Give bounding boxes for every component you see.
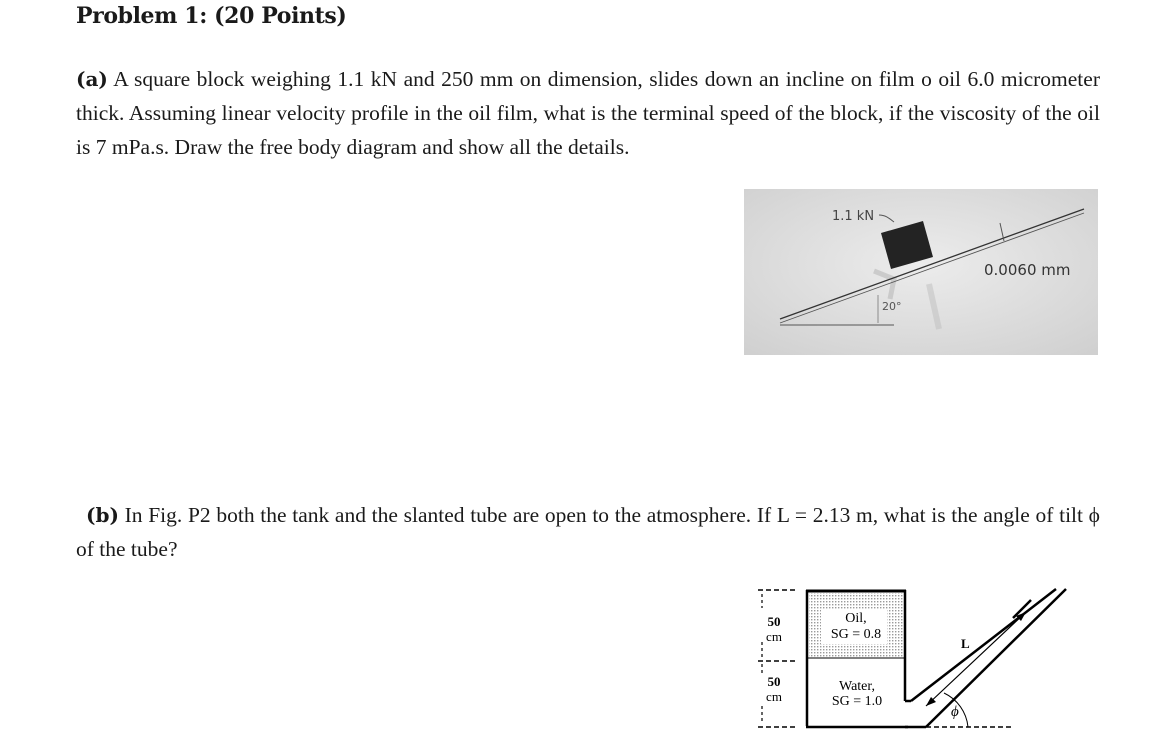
tube-upper-wall <box>911 589 1056 701</box>
oil-height-unit: cm <box>766 629 782 644</box>
part-a-text: A square block weighing 1.1 kN and 250 mm on dimension, slides down an incline on film o oil 6.0 micrometer thick. Assuming linear velocity profile in the oil film, what is the terminal speed of the block, if the viscosity of the oil is 7 mPa.s. Draw the free body diagram and show all the details. <box>76 67 1100 159</box>
water-label-line1: Water, <box>838 679 876 694</box>
oil-height-value: 50 <box>767 614 781 629</box>
tank-tube-sketch <box>748 580 1078 740</box>
part-b-paragraph <box>76 498 1100 566</box>
incline-angle-label: 20° <box>882 300 902 313</box>
tilt-angle-label: ϕ <box>951 704 959 720</box>
incline-block-figure <box>744 189 1098 355</box>
incline-block-sketch <box>744 189 1098 355</box>
oil-label-line2: SG = 0.8 <box>830 627 882 642</box>
water-height-value: 50 <box>767 674 781 689</box>
problem-title: Problem 1: (20 Points) <box>76 3 347 29</box>
water-label-line2: SG = 1.0 <box>831 694 883 709</box>
part-a-tag: (a) <box>76 67 108 91</box>
part-b-tag: (b) <box>86 503 119 527</box>
tube-lower-wall <box>926 589 1066 727</box>
tank-tube-figure <box>748 580 1078 740</box>
oil-label-line1: Oil, <box>845 611 867 626</box>
part-b-text: In Fig. P2 both the tank and the slanted tube are open to the atmosphere. If L = 2.13 m, what is the angle of tilt ϕ of the tube? <box>76 503 1101 561</box>
weight-label: 1.1 kN <box>832 209 875 224</box>
length-dimension <box>926 612 1026 706</box>
part-a-paragraph <box>76 62 1100 164</box>
water-height-unit: cm <box>766 689 782 704</box>
film-thickness-label: 0.0060 mm <box>984 261 1071 279</box>
length-label: L <box>961 636 970 651</box>
